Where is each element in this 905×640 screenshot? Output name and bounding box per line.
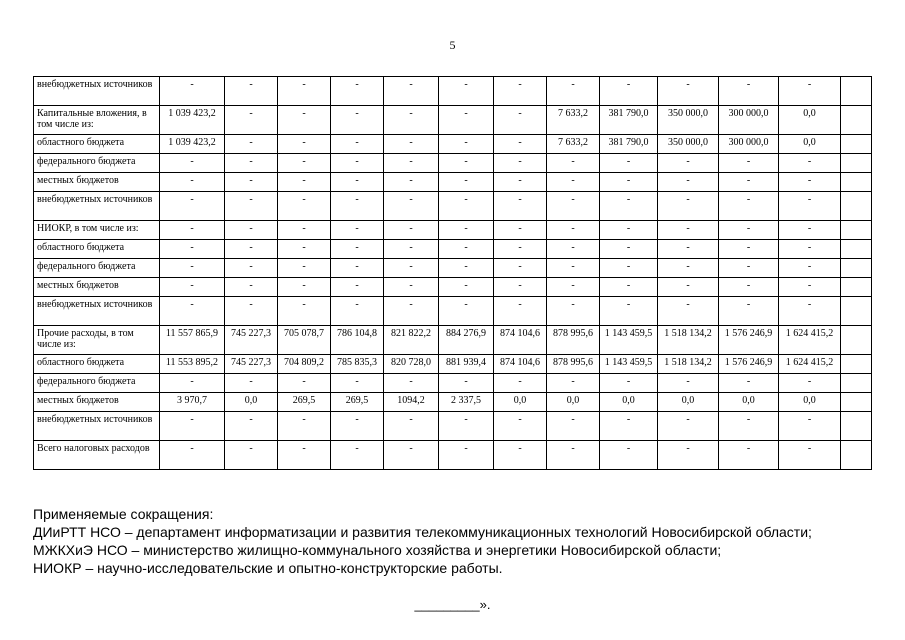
table-row — [34, 77, 872, 106]
table-cell: - — [278, 106, 331, 135]
table-cell: 786 104,8 — [331, 326, 384, 355]
table-cell: - — [160, 412, 225, 441]
table-cell: 1 518 134,2 — [658, 326, 719, 355]
table-cell: - — [494, 192, 547, 221]
table-cell: - — [160, 154, 225, 173]
table-cell: - — [439, 192, 494, 221]
table-cell: - — [719, 441, 779, 470]
table-cell: - — [439, 412, 494, 441]
table-cell: 3 970,7 — [160, 393, 225, 412]
table-cell: - — [331, 221, 384, 240]
table-cell: - — [494, 441, 547, 470]
row-label: областного бюджета — [34, 240, 160, 259]
table-cell: - — [600, 259, 658, 278]
table-cell: - — [600, 297, 658, 326]
table-cell: - — [494, 221, 547, 240]
table-cell: - — [278, 240, 331, 259]
table-cell: - — [600, 240, 658, 259]
table-cell — [841, 154, 872, 173]
table-cell: 7 633,2 — [547, 106, 600, 135]
table-cell — [841, 441, 872, 470]
table-cell: 269,5 — [278, 393, 331, 412]
table-cell: - — [225, 374, 278, 393]
table-cell: - — [278, 154, 331, 173]
table-cell: 0,0 — [600, 393, 658, 412]
table-cell: - — [225, 441, 278, 470]
table-row — [34, 192, 872, 221]
table-cell — [841, 393, 872, 412]
table-cell: - — [384, 441, 439, 470]
table-cell: - — [439, 259, 494, 278]
table-row — [34, 441, 872, 470]
table-cell: - — [278, 441, 331, 470]
table-cell: - — [225, 278, 278, 297]
row-label: НИОКР, в том числе из: — [34, 221, 160, 240]
table-cell — [841, 326, 872, 355]
table-cell: - — [719, 173, 779, 192]
table-cell: - — [331, 412, 384, 441]
table-cell: 300 000,0 — [719, 106, 779, 135]
table-cell: - — [547, 173, 600, 192]
table-cell: - — [494, 297, 547, 326]
table-cell: - — [278, 412, 331, 441]
table-cell: - — [494, 154, 547, 173]
table-row — [34, 173, 872, 192]
row-label: федерального бюджета — [34, 374, 160, 393]
table-row — [34, 355, 872, 374]
table-cell: - — [719, 192, 779, 221]
table-cell: - — [160, 77, 225, 106]
table-cell: - — [160, 259, 225, 278]
table-cell: - — [600, 374, 658, 393]
table-cell — [841, 106, 872, 135]
table-cell: - — [278, 278, 331, 297]
table-cell: - — [160, 297, 225, 326]
table-cell: - — [439, 297, 494, 326]
table-cell: - — [547, 192, 600, 221]
table-cell: - — [494, 259, 547, 278]
table-cell: - — [719, 240, 779, 259]
table-cell: - — [384, 259, 439, 278]
abbreviation-item: ДИиРТТ НСО – департамент информатизации и развития телекоммуникационных технологий Новосибирской области; — [33, 524, 812, 540]
table-cell: - — [331, 259, 384, 278]
table-cell: - — [331, 135, 384, 154]
table-cell: - — [494, 77, 547, 106]
row-label: внебюджетных источников — [34, 297, 160, 326]
table-cell: - — [494, 412, 547, 441]
table-cell: - — [719, 297, 779, 326]
abbreviation-item: МЖКХиЭ НСО – министерство жилищно-коммунального хозяйства и энергетики Новосибирской области; — [33, 542, 722, 558]
table-cell: - — [225, 259, 278, 278]
table-cell: - — [547, 259, 600, 278]
table-cell: - — [225, 106, 278, 135]
table-cell: - — [439, 106, 494, 135]
table-cell — [841, 192, 872, 221]
table-cell: 878 995,6 — [547, 355, 600, 374]
table-cell — [841, 297, 872, 326]
row-label: Капитальные вложения, в том числе из: — [34, 106, 160, 135]
table-cell: 350 000,0 — [658, 106, 719, 135]
table-cell: 1 576 246,9 — [719, 326, 779, 355]
table-cell: - — [658, 221, 719, 240]
table-cell: - — [439, 441, 494, 470]
table-row — [34, 106, 872, 135]
table-cell: - — [600, 173, 658, 192]
table-cell: - — [494, 374, 547, 393]
table-cell: - — [547, 412, 600, 441]
table-cell: - — [384, 297, 439, 326]
table-cell: - — [439, 221, 494, 240]
table-cell: 381 790,0 — [600, 135, 658, 154]
table-cell: - — [331, 441, 384, 470]
table-cell: 0,0 — [494, 393, 547, 412]
table-cell: - — [600, 441, 658, 470]
table-cell: - — [278, 374, 331, 393]
table-cell: - — [719, 259, 779, 278]
table-cell: 1 143 459,5 — [600, 326, 658, 355]
table-cell: 0,0 — [779, 135, 841, 154]
table-cell: - — [439, 374, 494, 393]
table-cell: - — [719, 374, 779, 393]
table-cell: - — [384, 412, 439, 441]
table-cell: - — [278, 77, 331, 106]
table-cell: - — [225, 412, 278, 441]
table-row — [34, 154, 872, 173]
table-cell — [841, 173, 872, 192]
table-cell: 269,5 — [331, 393, 384, 412]
table-cell: - — [779, 412, 841, 441]
table-cell: - — [494, 106, 547, 135]
table-cell: - — [384, 221, 439, 240]
table-cell: - — [719, 221, 779, 240]
table-cell — [841, 355, 872, 374]
table-cell: - — [658, 154, 719, 173]
table-cell: - — [439, 173, 494, 192]
table-row — [34, 326, 872, 355]
table-cell: 7 633,2 — [547, 135, 600, 154]
table-cell: - — [547, 297, 600, 326]
row-label: федерального бюджета — [34, 259, 160, 278]
table-cell: - — [779, 221, 841, 240]
table-row — [34, 278, 872, 297]
table-cell: - — [331, 297, 384, 326]
table-cell: - — [547, 441, 600, 470]
table-cell: - — [331, 173, 384, 192]
table-cell: - — [160, 240, 225, 259]
table-cell: 1 576 246,9 — [719, 355, 779, 374]
table-cell: 2 337,5 — [439, 393, 494, 412]
row-label: внебюджетных источников — [34, 77, 160, 106]
table-cell: - — [225, 240, 278, 259]
table-cell: - — [494, 135, 547, 154]
table-cell: - — [384, 77, 439, 106]
table-cell: - — [600, 154, 658, 173]
table-cell: - — [779, 240, 841, 259]
row-label: областного бюджета — [34, 355, 160, 374]
table-cell: - — [658, 374, 719, 393]
table-row — [34, 374, 872, 393]
row-label: местных бюджетов — [34, 393, 160, 412]
table-cell: - — [658, 297, 719, 326]
table-cell: - — [600, 221, 658, 240]
table-cell: 704 809,2 — [278, 355, 331, 374]
table-cell: - — [779, 154, 841, 173]
row-label: внебюджетных источников — [34, 192, 160, 221]
table-cell: - — [779, 259, 841, 278]
table-cell: 874 104,6 — [494, 326, 547, 355]
table-cell: 881 939,4 — [439, 355, 494, 374]
table-cell: - — [278, 297, 331, 326]
abbreviations — [33, 505, 812, 577]
table-cell — [841, 374, 872, 393]
table-cell: - — [331, 77, 384, 106]
table-cell: - — [384, 192, 439, 221]
abbreviations-heading: Применяемые сокращения: — [33, 506, 214, 522]
table-cell: - — [547, 240, 600, 259]
table-cell — [841, 221, 872, 240]
table-cell: - — [225, 221, 278, 240]
table-cell: 0,0 — [225, 393, 278, 412]
table-cell: 350 000,0 — [658, 135, 719, 154]
table-cell: - — [331, 192, 384, 221]
table-cell: 0,0 — [719, 393, 779, 412]
table-cell: - — [384, 135, 439, 154]
table-cell: - — [439, 278, 494, 297]
table-cell: - — [779, 297, 841, 326]
table-cell: 820 728,0 — [384, 355, 439, 374]
table-cell: - — [779, 441, 841, 470]
table-cell: 1094,2 — [384, 393, 439, 412]
table-cell: - — [160, 173, 225, 192]
table-cell: - — [384, 106, 439, 135]
abbreviation-item: НИОКР – научно-исследовательские и опытно-конструкторские работы. — [33, 560, 503, 576]
row-label: внебюджетных источников — [34, 412, 160, 441]
table-cell: - — [331, 278, 384, 297]
table-cell: - — [331, 240, 384, 259]
table-row — [34, 221, 872, 240]
table-cell: - — [278, 221, 331, 240]
table-cell: - — [779, 374, 841, 393]
table-cell: - — [225, 173, 278, 192]
table-cell: 821 822,2 — [384, 326, 439, 355]
table-cell — [841, 77, 872, 106]
table-row — [34, 297, 872, 326]
table-cell: - — [384, 240, 439, 259]
table-cell — [841, 240, 872, 259]
table-cell: 0,0 — [779, 393, 841, 412]
table-cell: - — [160, 192, 225, 221]
table-cell: 705 078,7 — [278, 326, 331, 355]
table-cell: - — [160, 278, 225, 297]
row-label: местных бюджетов — [34, 278, 160, 297]
table-cell: - — [278, 135, 331, 154]
table-cell: - — [779, 192, 841, 221]
table-cell: - — [600, 278, 658, 297]
table-cell: - — [225, 135, 278, 154]
table-cell: - — [658, 173, 719, 192]
table-cell: - — [278, 173, 331, 192]
table-cell — [841, 135, 872, 154]
table-row — [34, 412, 872, 441]
table-cell: - — [384, 278, 439, 297]
table-cell: - — [547, 221, 600, 240]
budget-table — [33, 76, 872, 470]
table-cell: 1 624 415,2 — [779, 326, 841, 355]
table-cell: 884 276,9 — [439, 326, 494, 355]
row-label: областного бюджета — [34, 135, 160, 154]
table-cell: 745 227,3 — [225, 355, 278, 374]
table-cell: - — [658, 278, 719, 297]
table-cell: 1 143 459,5 — [600, 355, 658, 374]
table-cell: - — [225, 77, 278, 106]
table-cell: 1 039 423,2 — [160, 135, 225, 154]
table-cell: - — [547, 154, 600, 173]
row-label: местных бюджетов — [34, 173, 160, 192]
table-cell: 745 227,3 — [225, 326, 278, 355]
table-cell: - — [600, 192, 658, 221]
table-cell — [841, 278, 872, 297]
table-cell: 1 039 423,2 — [160, 106, 225, 135]
table-row — [34, 393, 872, 412]
table-row — [34, 259, 872, 278]
table-cell: - — [719, 278, 779, 297]
table-cell: 1 518 134,2 — [658, 355, 719, 374]
row-label: федерального бюджета — [34, 154, 160, 173]
table-cell: - — [779, 77, 841, 106]
table-cell: 874 104,6 — [494, 355, 547, 374]
table-cell — [841, 412, 872, 441]
row-label: Прочие расходы, в том числе из: — [34, 326, 160, 355]
table-cell: 11 557 865,9 — [160, 326, 225, 355]
table-cell — [841, 259, 872, 278]
table-cell: - — [547, 374, 600, 393]
table-cell: - — [439, 154, 494, 173]
table-cell: - — [384, 154, 439, 173]
table-cell: - — [600, 77, 658, 106]
table-cell: - — [719, 154, 779, 173]
table-cell: - — [658, 412, 719, 441]
table-cell: - — [160, 221, 225, 240]
table-cell: - — [225, 154, 278, 173]
table-cell: 381 790,0 — [600, 106, 658, 135]
table-row — [34, 135, 872, 154]
table-cell: - — [658, 259, 719, 278]
table-cell: - — [779, 173, 841, 192]
table-cell: - — [439, 77, 494, 106]
table-cell: - — [658, 77, 719, 106]
closing-mark: _________». — [414, 597, 491, 612]
table-cell: - — [719, 77, 779, 106]
table-cell: - — [494, 173, 547, 192]
table-cell: 1 624 415,2 — [779, 355, 841, 374]
table-cell: - — [278, 259, 331, 278]
table-cell: - — [225, 297, 278, 326]
table-cell: - — [331, 154, 384, 173]
table-cell: - — [600, 412, 658, 441]
table-cell: 785 835,3 — [331, 355, 384, 374]
table-cell: 0,0 — [779, 106, 841, 135]
table-cell: 0,0 — [547, 393, 600, 412]
table-row — [34, 240, 872, 259]
row-label: Всего налоговых расходов — [34, 441, 160, 470]
table-cell: - — [494, 278, 547, 297]
table-cell: - — [439, 240, 494, 259]
table-cell: 11 553 895,2 — [160, 355, 225, 374]
table-cell: - — [278, 192, 331, 221]
table-cell: - — [439, 135, 494, 154]
table-cell: - — [384, 173, 439, 192]
table-cell: 0,0 — [658, 393, 719, 412]
table-cell: - — [494, 240, 547, 259]
table-cell: - — [547, 278, 600, 297]
table-cell: 300 000,0 — [719, 135, 779, 154]
table-cell: - — [719, 412, 779, 441]
page-number: 5 — [449, 38, 456, 52]
table-cell: - — [658, 240, 719, 259]
table-cell: - — [384, 374, 439, 393]
table-cell: - — [547, 77, 600, 106]
table-cell: - — [658, 441, 719, 470]
table-cell: - — [331, 374, 384, 393]
table-cell: - — [331, 106, 384, 135]
table-cell: 878 995,6 — [547, 326, 600, 355]
table-cell: - — [160, 441, 225, 470]
table-cell: - — [225, 192, 278, 221]
table-cell: - — [160, 374, 225, 393]
table-cell: - — [658, 192, 719, 221]
table-cell: - — [779, 278, 841, 297]
